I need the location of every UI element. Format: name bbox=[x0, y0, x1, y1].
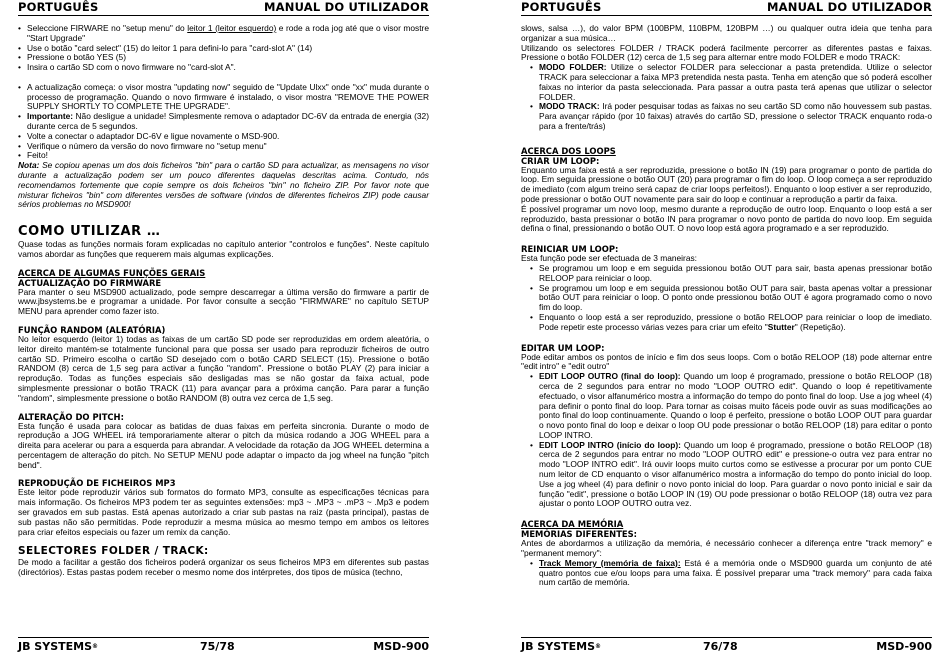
paragraph: Antes de abordarmos a utilização da memória, é necessário conhecer a diferença entre "track memory" e "permanent memory": bbox=[521, 538, 932, 559]
footer-divider bbox=[18, 637, 429, 638]
header-divider bbox=[18, 15, 429, 16]
list-item: • Seleccione FIRWARE no "setup menu" do leitor 1 (leitor esquerdo) e rode a roda jog até que o visor mostre "Start Upgrade" bbox=[18, 24, 429, 44]
subsection-heading: FUNÇÃO RANDOM (ALEATÓRIA) bbox=[18, 324, 166, 335]
footer-page-number: 75/78 bbox=[200, 640, 235, 653]
footer-brand: JB SYSTEMS® bbox=[521, 640, 602, 653]
folder-track-modes-list bbox=[530, 63, 932, 132]
paragraph: Quase todas as funções normais foram explicadas no capítulo anterior "controlos e funções". Neste capítulo vamos abordar as funções que requerem mais algumas explicações. bbox=[18, 238, 429, 259]
header-divider bbox=[521, 15, 932, 16]
paragraph: De modo a facilitar a gestão dos ficheiros poderá organizar os seus ficheiros MP3 em diferentes sub pastas (directórios). Estas pastas podem receber o mesmo nome dos intérpretes, dos tipos de música (techno, bbox=[18, 557, 429, 578]
paragraph: Enquanto uma faixa está a ser reproduzida, pressione o botão IN (19) para programar o ponto de partida do loop. Em seguida pressione o botão OUT (20) para programar o fim do loop. O loop começa a ser reproduzido de imediato (com algum treino será capaz de criar loops perfeitos!). Enquanto o loop estiver a ser reproduzido, pode pressionar o botão OUT novamente para sair do loop e continuar a reprodução a partir da faixa. bbox=[521, 164, 932, 204]
section-heading: ACERCA DE ALGUMAS FUNÇÕES GERAIS bbox=[18, 267, 206, 278]
section-title-selectores: SELECTORES FOLDER / TRACK: bbox=[18, 545, 209, 558]
list-item: • Volte a conectar o adaptador DC-6V e ligue novamente o MSD-900. bbox=[18, 132, 429, 142]
paragraph: É possível programar um novo loop, mesmo durante a reprodução de outro loop. Enquanto o loop está a ser reproduzido, basta pressionar o botão IN para programar o novo ponto de partida do novo loop. Em seguida defina o final, pressionando o botão OUT. O novo loop está agora programado e a ser reproduzido. bbox=[521, 203, 932, 234]
paragraph: Esta função é usada para colocar as batidas de duas faixas em perfeita sincronia. Durante o modo de reprodução a JOG WHEEL irá temporariamente alterar o pitch da música rodando a JOG WHEEL para a direita para acelerar ou para a esquerda para abrandar. A velocidade da rotação da JOG WHEEL determina a percentagem de alteração do pitch. No SETUP MENU pode adaptar o impacto da jog wheel na função "pitch bend". bbox=[18, 420, 429, 470]
list-item: • Se programou um loop e em seguida pressionou botão OUT para sair, basta apenas pressionar botão RELOOP para reiniciar o loop. bbox=[530, 264, 932, 284]
subsection-heading: CRIAR UM LOOP: bbox=[521, 155, 600, 166]
paragraph: Utilizando os selectores FOLDER / TRACK poderá facilmente percorrer as diferentes pastas e faixas. Pressione o botão FOLDER (12) cerca de 1,5 seg para alternar entre modo FOLDER e modo TRACK: bbox=[521, 42, 932, 63]
list-item: • Importante: Não desligue a unidade! Simplesmente remova o adaptador DC-6V da entrada de energia (32) durante cerca de 5 segundos. bbox=[18, 112, 429, 132]
edit-loop-list bbox=[530, 372, 932, 509]
page-body bbox=[521, 24, 932, 634]
list-item: • A actualização começa: o visor mostra "updating now" seguido de "Update Ulxx" onde "xx" muda durante o processo de programação. Quando o novo firmware é instalado, o visor mostra "REMOVE THE POWER SUPPLY SHORTLY TO COMPLETE THE UPGRADE". bbox=[18, 83, 429, 112]
right-page bbox=[521, 0, 932, 654]
section-heading: ACERCA DOS LOOPS bbox=[521, 145, 616, 156]
page-body bbox=[18, 24, 429, 634]
footer-model: MSD-900 bbox=[373, 640, 429, 653]
reloop-methods-list bbox=[530, 264, 932, 333]
paragraph: Pode editar ambos os pontos de início e fim dos seus loops. Com o botão RELOOP (18) pode alternar entre "edit intro" e "edit outro" bbox=[521, 351, 932, 372]
page-footer bbox=[18, 640, 429, 654]
section-heading: ACERCA DA MEMÓRIA bbox=[521, 519, 624, 530]
paragraph: Para manter o seu MSD900 actualizado, pode sempre descarregar a última versão do firmware a partir de www.jbsystems.be e programar a unidade. Por favor consulte a secção "FIRMWARE" no capítulo SETUP MENU para aprender como fazer isto. bbox=[18, 286, 429, 317]
list-item: • MODO FOLDER: Utilize o selector FOLDER para seleccionar a pasta pretendida. Utilize o selector TRACK para seleccionar a faixa MP3 pretendida nesta pasta. Tenha em atenção que só poderá escolher faixas no interior da pasta seleccionada. Para passar a outra pasta terá apenas que utilizar o selector FOLDER. bbox=[530, 63, 932, 102]
footer-page-number: 76/78 bbox=[703, 640, 738, 653]
footer-divider bbox=[521, 637, 932, 638]
note-paragraph: Nota: Se copiou apenas um dos dois ficheiros "bin" para o cartão SD para actualizar, as mensagens no visor durante a actualização podem ser um pouco diferentes daquelas descritas acima. Contudo, nós recomendamos fortemente que copie sempre os dois ficheiros "bin" no ficheiro ZIP. Por favor note que misturar ficheiros "bin" com diferentes versões de software (vindos de diferentes ficheiros ZIP) pode causar sérios problemas no MSD900! bbox=[18, 160, 429, 210]
upgrade-steps-list bbox=[18, 24, 429, 73]
header-language: PORTUGUÊS bbox=[521, 0, 602, 14]
paragraph: slows, salsa …), do valor BPM (100BPM, 110BPM, 120BPM …) ou qualquer outra ideia que tenha para organizar a sua música… bbox=[521, 23, 932, 43]
subsection-heading: MEMÓRIAS DIFERENTES: bbox=[521, 529, 638, 540]
list-item: • Use o botão "card select" (15) do leitor 1 para defini-lo para "card-slot A" (14) bbox=[18, 44, 429, 54]
paragraph: Este leitor pode reproduzir vários sub formatos do formato MP3, consulte as especificações técnicas para mais informação. Os ficheiros MP3 podem ter as seguintes extensões: mp3 ~ .MP3 ~ .mP3 ~ .Mp3 e podem ser gravados em sub pastas. Está apenas autorizado a criar sub pastas na raiz (pasta principal), pastas de sub pastas não são permitidas. Pode reproduzir a mesma música ao mesmo tempo em ambos os leitores para criar efeitos especiais ou fazer um remix da canção. bbox=[18, 487, 429, 537]
memory-types-list bbox=[530, 559, 932, 588]
subsection-heading: ACTUALIZAÇÃO DO FIRMWARE bbox=[18, 277, 162, 288]
left-page bbox=[18, 0, 429, 654]
list-item: • Enquanto o loop está a ser reproduzido, pressione o botão RELOOP para reiniciar o loop de imediato. Pode repetir este processo várias vezes para criar um efeito "Stutter" (Repetição). bbox=[530, 313, 932, 333]
list-item: • Track Memory (memória de faixa): Está é a memória onde o MSD900 guarda um conjunto de até quatro pontos cue e/ou loops para uma faixa. É possível preparar uma "track memory" para cada faixa num cartão de memória. bbox=[530, 559, 932, 588]
header-manual-title: MANUAL DO UTILIZADOR bbox=[767, 0, 932, 14]
footer-model: MSD-900 bbox=[876, 640, 932, 653]
paragraph: No leitor esquerdo (leitor 1) todas as faixas de um cartão SD pode ser reproduzidas em ordem aleatória, o leitor direito mantém-se totalmente funcional para que possa ser usado para reproduzir ficheiros de outro cartão SD. Primeiro escolha o cartão SD desejado com o botão CARD SELECT (15). Pressione o botão RANDOM (8) cerca de 1,5 seg para activar a função "random". Pressione o botão PLAY (2) para iniciar a reprodução. Todas as funções especiais são desligadas mas se não gostar da faixa actual, pode simplesmente pressionar o botão TRACK (11) para avançar para a próxima canção. Para parar a função "random", simplesmente pressione o botão RANDOM (8) outra vez cerca de 1,5 seg. bbox=[18, 333, 429, 403]
list-item: • EDIT LOOP OUTRO (final do loop): Quando um loop é programado, pressione o botão RELOOP (18) cerca de 2 segundos para entrar no modo "LOOP OUTRO edit". Quando o loop é repetitivamente efectuado, o visor alfanumérico mostra a informação do tempo do ponto final do loop. Use a jog wheel (4) para definir o ponto final do loop. Para tornar as coisas muito fáceis pode ouvir as suas modificações ao ponto final do loop continuamente. Quando o loop é perfeito, pressione o botão LOOP OUT para guardar o novo ponto final do loop e deixar o loop OU pode pressionar o botão RELOOP (18) para editar o ponto LOOP INTRO. bbox=[530, 372, 932, 441]
paragraph: Esta função pode ser efectuada de 3 maneiras: bbox=[521, 253, 697, 264]
list-item: • Feito! bbox=[18, 151, 429, 161]
subsection-heading: REINICIAR UM LOOP: bbox=[521, 244, 619, 255]
upgrade-progress-list bbox=[18, 83, 429, 161]
list-item: • Insira o cartão SD com o novo firmware no "card-slot A". bbox=[18, 63, 429, 73]
list-item: • EDIT LOOP INTRO (início do loop): Quando um loop é programado, pressione o botão RELOOP (18) cerca de 2 segundos para entrar no modo "LOOP OUTRO edit" e pressione-o outra vez para entrar no modo "LOOP INTRO edit". Irá ouvir loops muito curtos como se estivesse a procurar por um ponto CUE num leitor de CD enquanto o visor alfanumérico mostra a informação do tempo do ponto inicial do loop. Use a jog wheel (4) para definir o novo ponto inicial do loop. Para guardar o novo ponto inicial e sair da função "edit", pressione o botão LOOP IN (19) OU pode pressionar o botão RELOOP (18) outra vez para ajustar o ponto LOOP OUTRO outra vez. bbox=[530, 441, 932, 510]
subsection-heading: REPRODUÇÃO DE FICHEIROS MP3 bbox=[18, 478, 176, 489]
footer-brand: JB SYSTEMS® bbox=[18, 640, 99, 653]
header-language: PORTUGUÊS bbox=[18, 0, 99, 14]
subsection-heading: ALTERAÇÃO DO PITCH: bbox=[18, 411, 124, 422]
page-footer bbox=[521, 640, 932, 654]
subsection-heading: EDITAR UM LOOP: bbox=[521, 342, 605, 353]
page-header bbox=[521, 0, 932, 15]
list-item: • Se programou um loop e em seguida pressionou botão OUT para sair, basta apenas voltar a pressionar botão OUT para reiniciar o loop. O ponto onde pressionou botão OUT é agora programado como o novo fim do loop. bbox=[530, 284, 932, 313]
section-title-como-utilizar: COMO UTILIZAR … bbox=[18, 223, 161, 239]
list-item: • Pressione o botão YES (5) bbox=[18, 53, 429, 63]
header-manual-title: MANUAL DO UTILIZADOR bbox=[264, 0, 429, 14]
list-item: • MODO TRACK: Irá poder pesquisar todas as faixas no seu cartão SD como não houvessem sub pastas. Para avançar rápido (por 10 faixas) através do cartão SD, pressione o selector TRACK enquanto roda-o para a frente/trás) bbox=[530, 102, 932, 131]
page-header bbox=[18, 0, 429, 15]
list-item: • Verifique o número da versão do novo firmware no "setup menu" bbox=[18, 142, 429, 152]
